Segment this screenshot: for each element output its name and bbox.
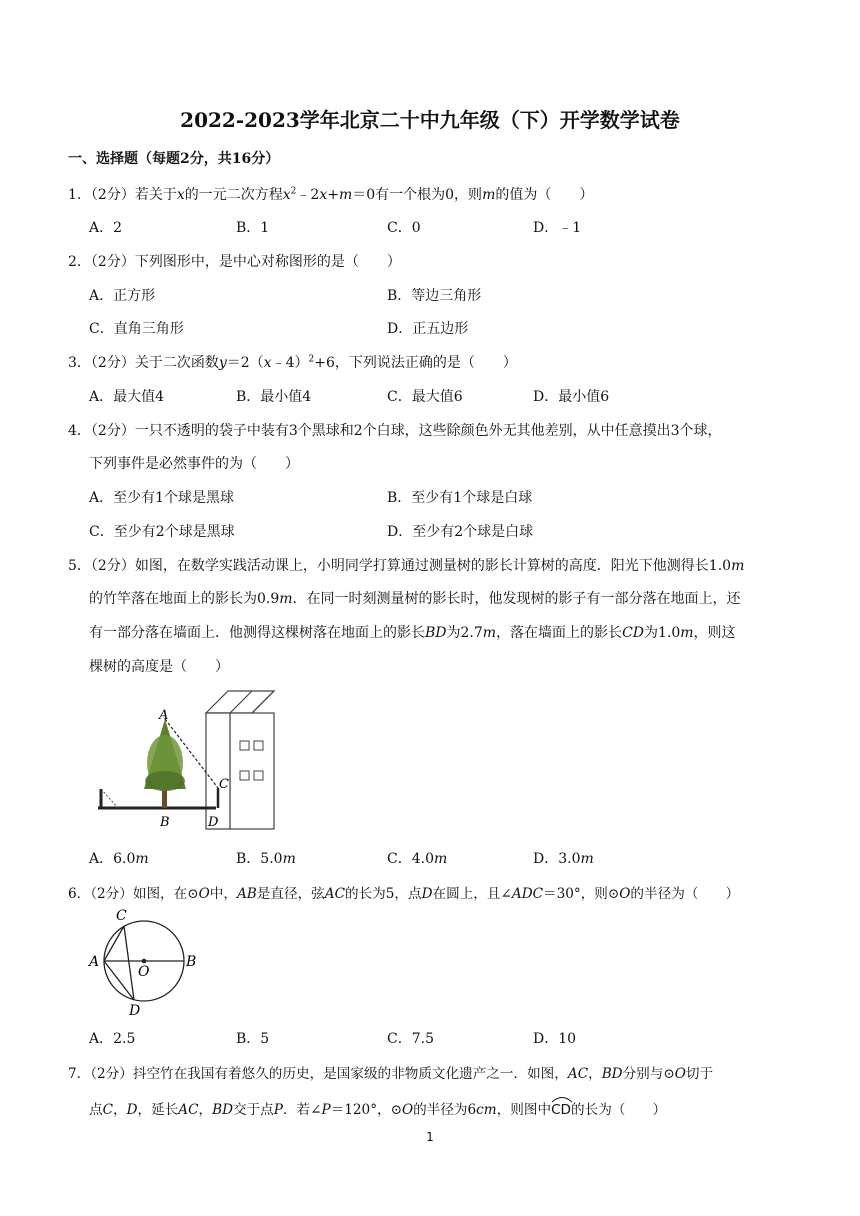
option-b: B．1 bbox=[236, 220, 270, 236]
option-d: D．最小值6 bbox=[533, 389, 610, 405]
label-a: A bbox=[89, 954, 100, 970]
question-4-line-2: 下列事件是必然事件的为（ ） bbox=[89, 456, 299, 472]
label-o: O bbox=[138, 964, 150, 980]
question-4-line-1: 4．（2分）一只不透明的袋子中装有3个黑球和2个白球，这些除颜色外无其他差别，从中任意摸出3个球， bbox=[68, 423, 722, 439]
page-title: 2022-2023学年北京二十中九年级（下）开学数学试卷 bbox=[180, 108, 680, 132]
option-a: A．至少有1个球是黑球 bbox=[89, 490, 235, 506]
option-d: D．至少有2个球是白球 bbox=[387, 524, 534, 540]
arc-symbol bbox=[551, 1095, 573, 1103]
question-7-line-2: 点C，D，延长AC，BD交于点P．若∠P＝120°，⊙O的半径为6cm，则图中 CD的长为（ ） bbox=[89, 1098, 666, 1118]
label-c: C bbox=[116, 908, 127, 924]
option-a: A．2 bbox=[89, 220, 123, 236]
building-front bbox=[230, 713, 274, 829]
option-a: A．最大值4 bbox=[89, 389, 165, 405]
option-b: B．等边三角形 bbox=[387, 288, 482, 304]
option-d: D．正五边形 bbox=[387, 321, 469, 337]
option-c: C．4.0m bbox=[387, 851, 448, 867]
option-a: A．正方形 bbox=[89, 288, 156, 304]
label-d: D bbox=[208, 815, 219, 830]
building-side bbox=[206, 713, 230, 829]
option-d: D．﹣1 bbox=[533, 220, 582, 236]
option-b: B．至少有1个球是白球 bbox=[387, 490, 533, 506]
label-d: D bbox=[129, 1003, 141, 1019]
option-a: A．2.5 bbox=[89, 1031, 136, 1047]
question-5-line-1: 5．（2分）如图，在数学实践活动课上，小明同学打算通过测量树的影长计算树的高度．阳光下他测得长1.0m bbox=[68, 558, 745, 574]
label-b: B bbox=[186, 954, 197, 970]
option-a: A．6.0m bbox=[89, 851, 149, 867]
option-c: C．最大值6 bbox=[387, 389, 463, 405]
question-2: 2．（2分）下列图形中，是中心对称图形的是（ ） bbox=[68, 254, 401, 270]
question-1: 1．（2分）若关于x的一元二次方程$x^2﹣2x+m=0$有一个根为0，则m的值为（ ） bbox=[68, 186, 594, 203]
question-7-line-1: 7．（2分）抖空竹在我国有着悠久的历史，是国家级的非物质文化遗产之一．如图，AC，BD分别与⊙O切于 bbox=[68, 1066, 714, 1082]
question-3: 3．（2分）关于二次函数y＝2（x﹣4）$^2$+6，下列说法正确的是（ ） bbox=[68, 354, 517, 371]
question-5-line-3: 有一部分落在墙面上．他测得这棵树落在地面上的影长BD为2.7m，落在墙面上的影长CD为1.0m，则这 bbox=[89, 625, 736, 641]
option-b: B．5 bbox=[236, 1031, 270, 1047]
option-b: B．5.0m bbox=[236, 851, 296, 867]
label-a: A bbox=[159, 708, 169, 723]
circle-figure bbox=[86, 905, 216, 1020]
option-d: D．3.0m bbox=[533, 851, 594, 867]
section-heading: 一、选择题（每题2分，共16分） bbox=[68, 151, 280, 167]
question-5-line-2: 的竹竿落在地面上的影长为0.9m．在同一时刻测量树的影长时，他发现树的影子有一部分落在地面上，还 bbox=[89, 591, 741, 607]
question-6: 6．（2分）如图，在⊙O中，AB是直径，弦AC的长为5，点D在圆上，且∠ADC＝30°，则⊙O的半径为（ ） bbox=[68, 886, 740, 902]
label-c: C bbox=[219, 777, 229, 792]
option-b: B．最小值4 bbox=[236, 389, 312, 405]
option-c: C．7.5 bbox=[387, 1031, 434, 1047]
option-c: C．0 bbox=[387, 220, 421, 236]
page-number: 1 bbox=[426, 1130, 434, 1144]
option-c: C．直角三角形 bbox=[89, 321, 184, 337]
option-d: D．10 bbox=[533, 1031, 577, 1047]
question-5-line-4: 棵树的高度是（ ） bbox=[89, 659, 229, 675]
tree-shadow-figure bbox=[88, 685, 288, 835]
label-b: B bbox=[160, 815, 170, 830]
center-point bbox=[142, 959, 147, 964]
option-c: C．至少有2个球是黑球 bbox=[89, 524, 235, 540]
